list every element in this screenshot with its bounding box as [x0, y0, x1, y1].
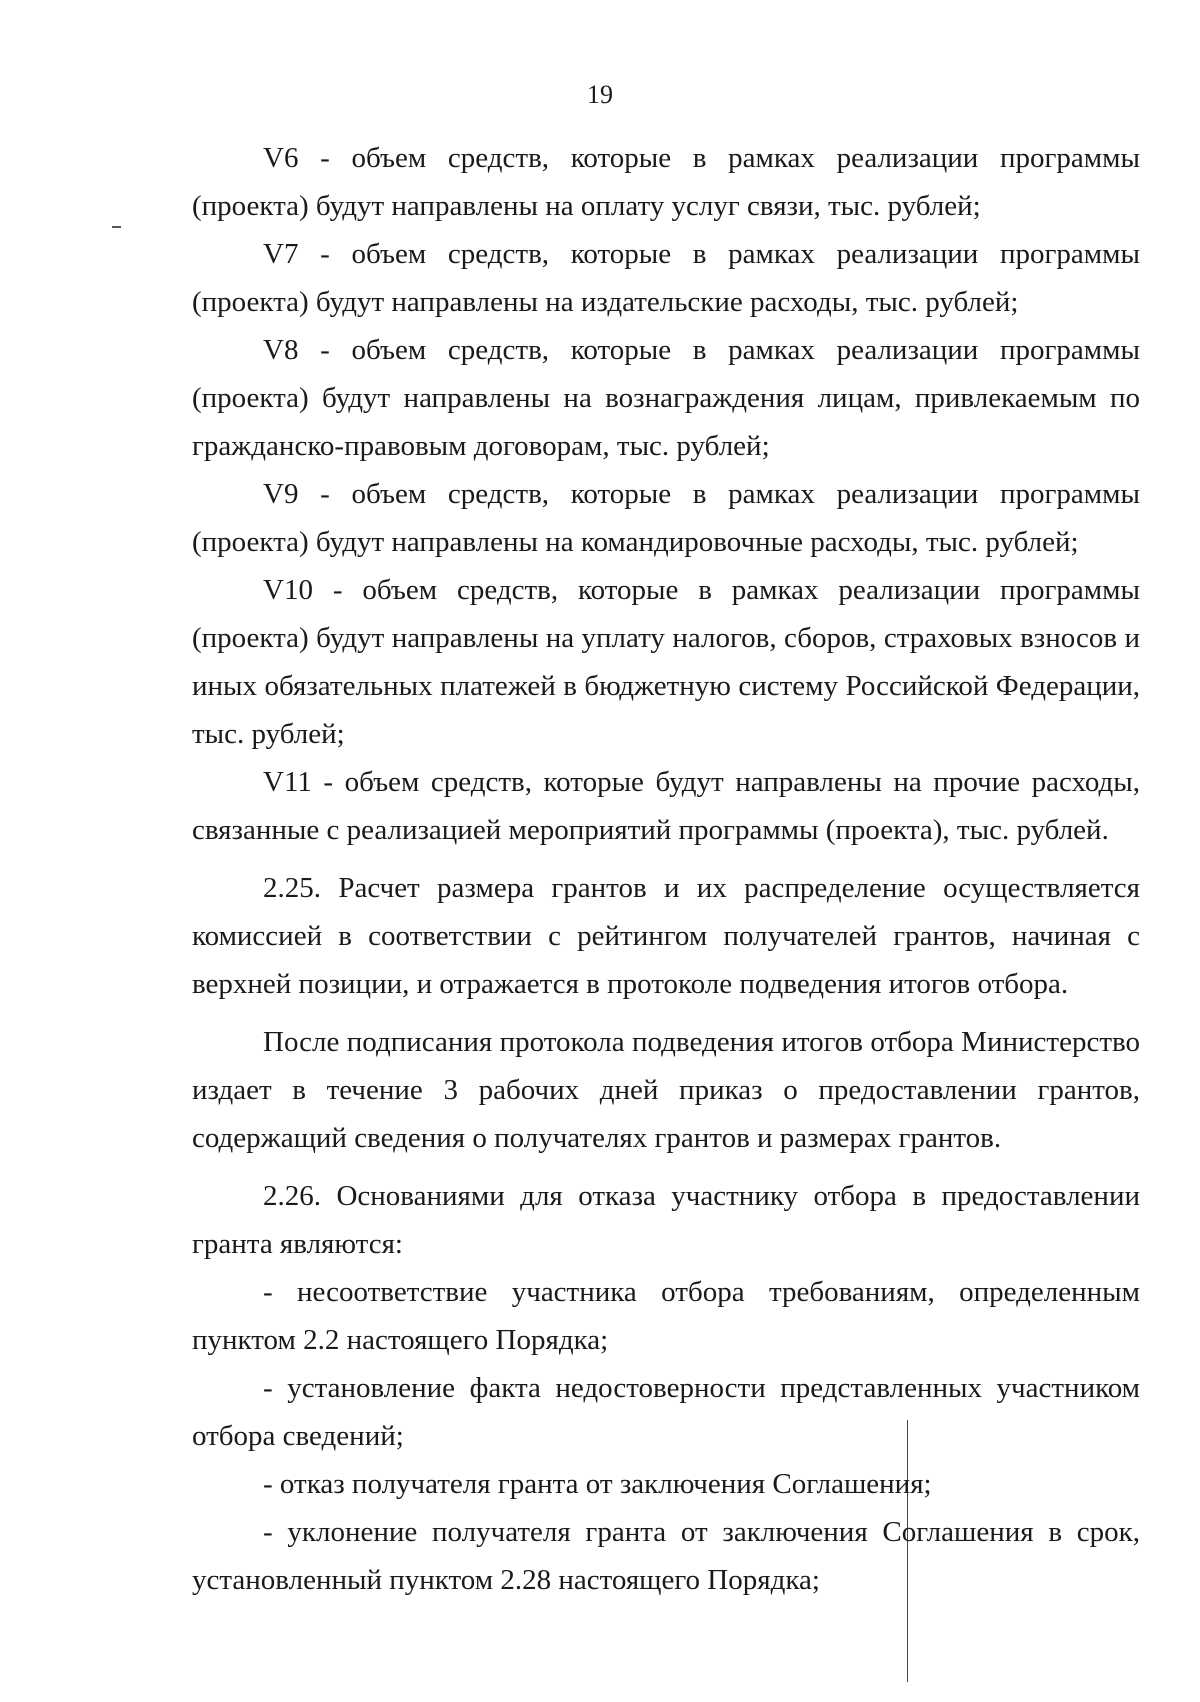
paragraph-v10: V10 - объем средств, которые в рамках реализации программы (проекта) будут направлены на уплату налогов, сборов, страховых взносов и иных обязательных платежей в бюджетную систему Российской Федерации, тыс. рублей; [192, 574, 1140, 750]
page-number: 19 [587, 80, 613, 109]
paragraph-ministry-order: После подписания протокола подведения итогов отбора Министерство издает в течение 3 рабочих дней приказ о предоставлении грантов, содержащий сведения о получателях грантов и размерах грантов. [192, 1026, 1140, 1154]
paragraph-v6: V6 - объем средств, которые в рамках реализации программы (проекта) будут направлены на оплату услуг связи, тыс. рублей; [192, 142, 1140, 222]
paragraph-v7: V7 - объем средств, которые в рамках реализации программы (проекта) будут направлены на издательские расходы, тыс. рублей; [192, 238, 1140, 318]
list-item-evasion: - уклонение получателя гранта от заключения Соглашения в срок, установленный пунктом 2.28 настоящего Порядка; [192, 1516, 1140, 1596]
paragraph-v11: V11 - объем средств, которые будут направлены на прочие расходы, связанные с реализацией мероприятий программы (проекта), тыс. рублей. [192, 766, 1140, 846]
paragraph-v8: V8 - объем средств, которые в рамках реализации программы (проекта) будут направлены на вознаграждения лицам, привлекаемым по гражданско-правовым договорам, тыс. рублей; [192, 334, 1140, 462]
paragraph-2-26: 2.26. Основаниями для отказа участнику отбора в предоставлении гранта являются: [192, 1180, 1140, 1260]
list-item-refusal: - отказ получателя гранта от заключения Соглашения; [263, 1468, 932, 1500]
document-body [192, 134, 1140, 1604]
list-item-noncompliance: - несоответствие участника отбора требованиям, определенным пунктом 2.2 настоящего Порядка; [192, 1276, 1140, 1356]
paragraph-v9: V9 - объем средств, которые в рамках реализации программы (проекта) будут направлены на командировочные расходы, тыс. рублей; [192, 478, 1140, 558]
list-item-false-information: - установление факта недостоверности представленных участником отбора сведений; [192, 1372, 1140, 1452]
paragraph-2-25: 2.25. Расчет размера грантов и их распределение осуществляется комиссией в соответствии с рейтингом получателей грантов, начиная с верхней позиции, и отражается в протоколе подведения итогов отбора. [192, 872, 1140, 1000]
scan-artifact-mark [112, 226, 121, 228]
